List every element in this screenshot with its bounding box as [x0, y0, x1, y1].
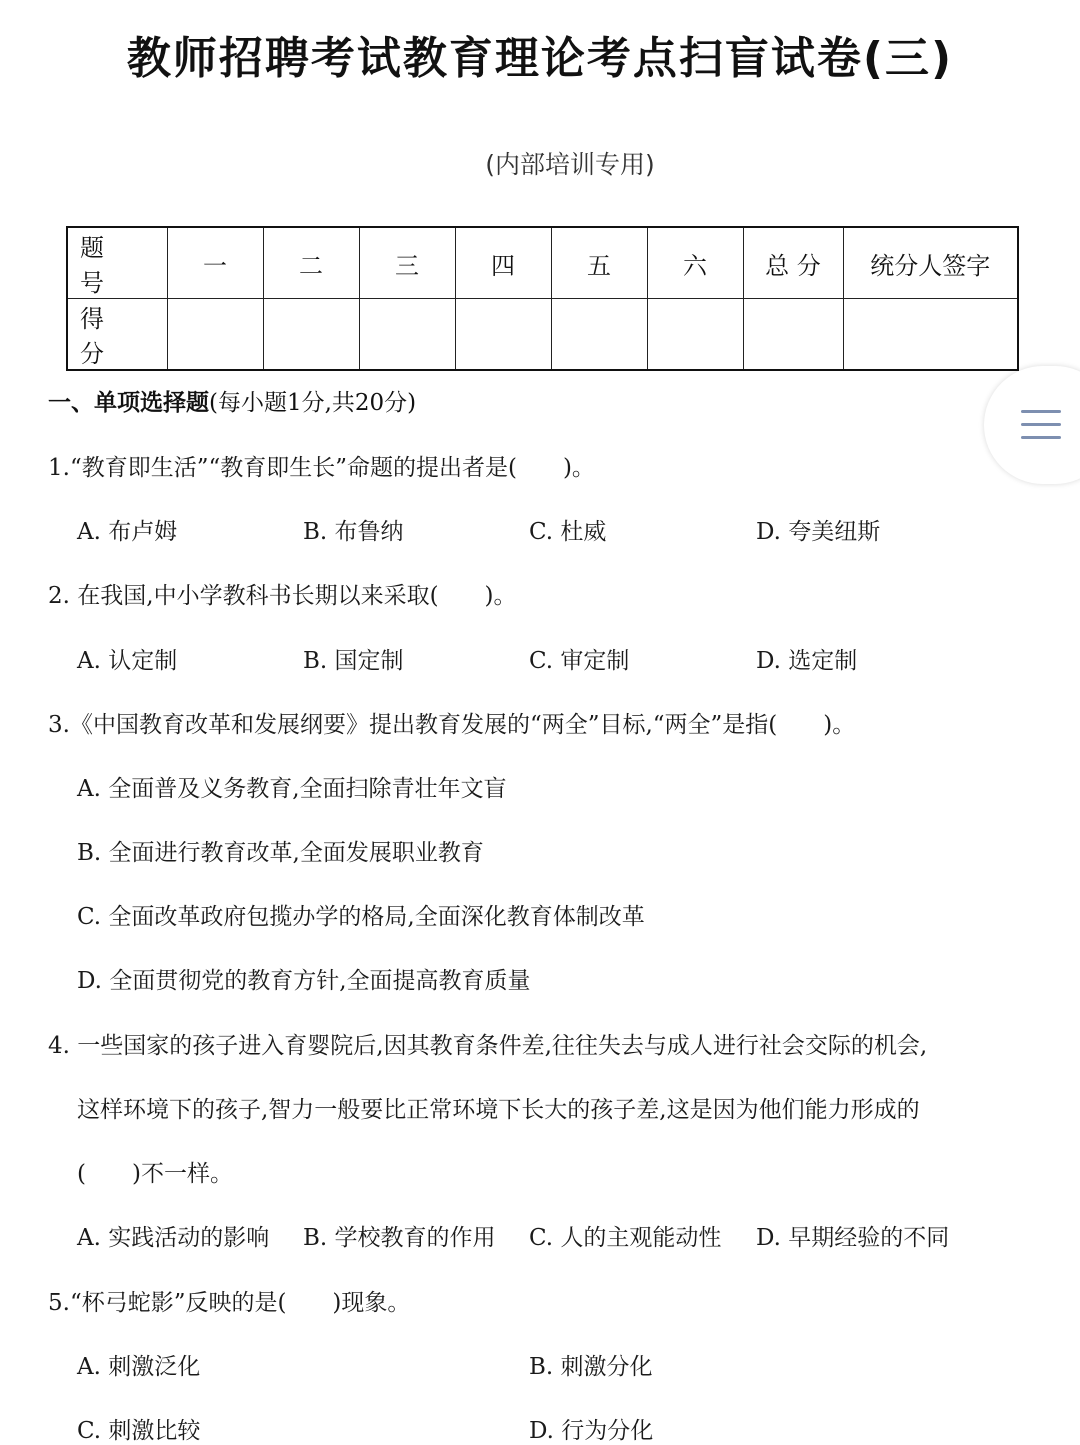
question-5-option-a: A. 刺激泛化 [77, 1354, 201, 1380]
question-3-option-c: C. 全面改革政府包揽办学的格局,全面深化教育体制改革 [77, 904, 645, 930]
score-cell [167, 299, 263, 371]
score-cell [455, 299, 551, 371]
score-table-score-row [67, 299, 1018, 371]
header-cell-3: 三 [359, 227, 455, 299]
section-title: 一、单项选择题 [48, 390, 209, 416]
score-cell [359, 299, 455, 371]
question-5-option-c: C. 刺激比较 [77, 1418, 201, 1444]
exam-subtitle: (内部培训专用) [485, 150, 655, 179]
question-1-option-a: A. 布卢姆 [77, 519, 178, 545]
question-4-stem-line-1: 4. 一些国家的孩子进入育婴院后,因其教育条件差,往往失去与成人进行社会交际的机会, [48, 1033, 928, 1059]
header-cell-6: 六 [647, 227, 743, 299]
question-1-stem: 1.“教育即生活”“教育即生长”命题的提出者是( )。 [48, 455, 595, 481]
section-heading [48, 384, 416, 417]
question-2-stem: 2. 在我国,中小学教科书长期以来采取( )。 [48, 583, 517, 609]
score-cell-total [743, 299, 843, 371]
question-1-option-c: C. 杜威 [529, 519, 607, 545]
question-4-option-c: C. 人的主观能动性 [529, 1225, 722, 1251]
score-cell [647, 299, 743, 371]
question-2-option-b: B. 国定制 [303, 648, 404, 674]
question-2-option-a: A. 认定制 [77, 648, 178, 674]
score-cell [263, 299, 359, 371]
question-4-stem-line-2: 这样环境下的孩子,智力一般要比正常环境下长大的孩子差,这是因为他们能力形成的 [77, 1097, 920, 1123]
question-3-option-b: B. 全面进行教育改革,全面发展职业教育 [77, 840, 484, 866]
question-3-stem: 3.《中国教育改革和发展纲要》提出教育发展的“两全”目标,“两全”是指( )。 [48, 712, 856, 738]
score-table [66, 226, 1019, 371]
header-cell-question-number: 题 号 [67, 227, 167, 299]
hamburger-menu-icon-bar [1021, 423, 1061, 426]
question-2-option-c: C. 审定制 [529, 648, 630, 674]
score-table-header-row [67, 227, 1018, 299]
score-row-label: 得 分 [67, 299, 167, 371]
question-5-option-d: D. 行为分化 [529, 1418, 654, 1444]
score-cell-signature [843, 299, 1018, 371]
question-3-option-a: A. 全面普及义务教育,全面扫除青壮年文盲 [77, 776, 507, 802]
header-cell-signature: 统分人签字 [843, 227, 1018, 299]
question-5-option-b: B. 刺激分化 [529, 1354, 653, 1380]
question-4-stem-line-3: ( )不一样。 [77, 1161, 233, 1187]
question-2-option-d: D. 选定制 [756, 648, 858, 674]
header-cell-2: 二 [263, 227, 359, 299]
question-5-stem: 5.“杯弓蛇影”反映的是( )现象。 [48, 1290, 411, 1316]
hamburger-menu-icon-bar [1021, 436, 1061, 439]
question-4-option-b: B. 学校教育的作用 [303, 1225, 496, 1251]
score-cell [551, 299, 647, 371]
header-cell-4: 四 [455, 227, 551, 299]
question-3-option-d: D. 全面贯彻党的教育方针,全面提高教育质量 [77, 968, 531, 994]
exam-title: 教师招聘考试教育理论考点扫盲试卷(三) [126, 33, 954, 84]
section-detail: (每小题1分,共20分) [209, 390, 417, 416]
header-cell-5: 五 [551, 227, 647, 299]
header-cell-1: 一 [167, 227, 263, 299]
floating-menu-button[interactable] [984, 366, 1080, 484]
question-1-option-b: B. 布鲁纳 [303, 519, 404, 545]
question-4-option-d: D. 早期经验的不同 [756, 1225, 950, 1251]
hamburger-menu-icon [1021, 410, 1061, 413]
question-4-option-a: A. 实践活动的影响 [77, 1225, 270, 1251]
question-1-option-d: D. 夸美纽斯 [756, 519, 881, 545]
header-cell-total: 总 分 [743, 227, 843, 299]
